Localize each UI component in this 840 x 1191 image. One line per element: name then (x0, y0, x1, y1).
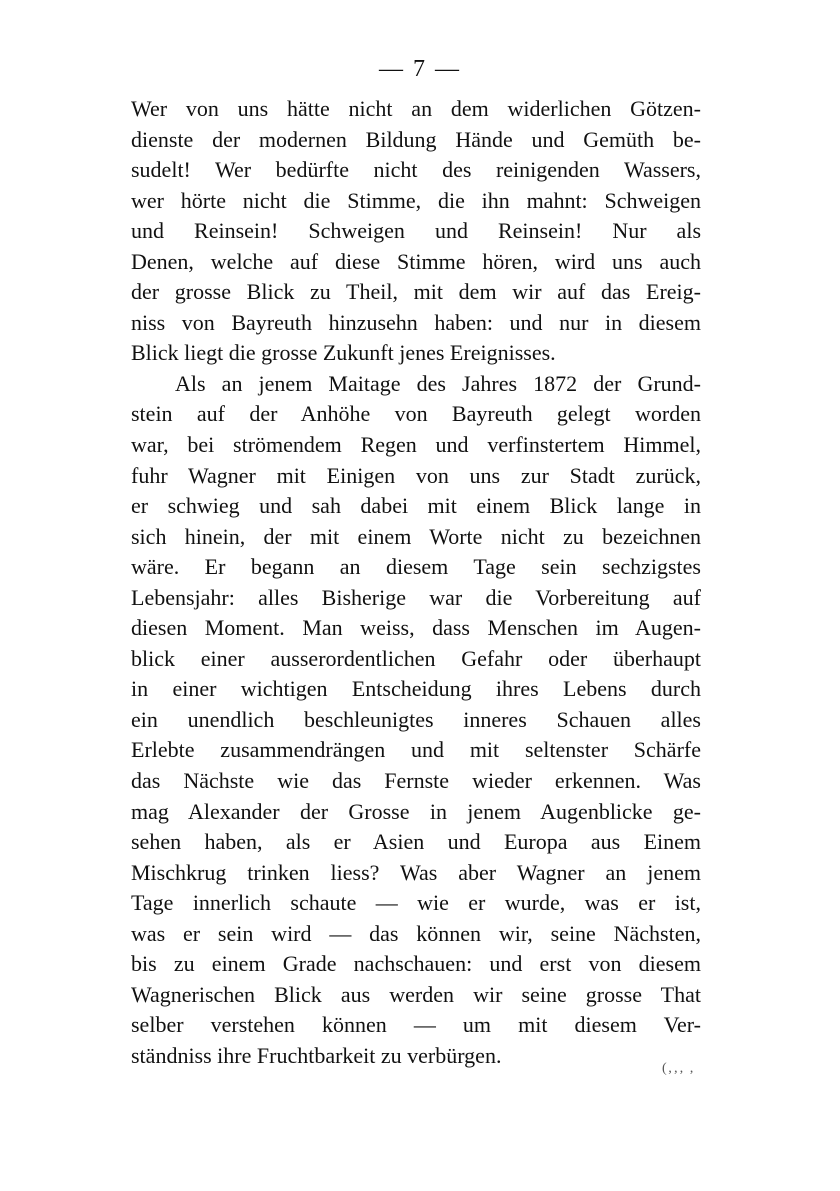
text-line: Denen, welche auf diese Stimme hören, wird uns auch (131, 248, 701, 274)
text-line: Als an jenem Maitage des Jahres 1872 der Grund- (175, 370, 701, 396)
text-line: Erlebte zusammendrängen und mit seltenster Schärfe (131, 737, 701, 763)
text-line: er schwieg und sah dabei mit einem Blick lange in (131, 493, 701, 519)
text-line: Wagnerischen Blick aus werden wir seine grosse That (131, 981, 701, 1007)
text-line: war, bei strömendem Regen und verfinstertem Himmel, (131, 432, 701, 458)
text-line: stein auf der Anhöhe von Bayreuth gelegt worden (131, 401, 701, 427)
text-line: wäre. Er begann an diesem Tage sein sechzigstes (131, 554, 701, 580)
text-line: diesen Moment. Man weiss, dass Menschen im Augen- (131, 615, 701, 641)
text-line: in einer wichtigen Entscheidung ihres Lebens durch (131, 676, 701, 702)
text-line: niss von Bayreuth hinzusehn haben: und nur in diesem (131, 309, 701, 335)
text-line: sehen haben, als er Asien und Europa aus Einem (131, 829, 701, 855)
text-line: mag Alexander der Grosse in jenem Augenblicke ge- (131, 798, 701, 824)
text-line: dienste der modernen Bildung Hände und Gemüth be- (131, 126, 701, 152)
text-line: der grosse Blick zu Theil, mit dem wir auf das Ereig- (131, 279, 701, 305)
text-line: was er sein wird — das können wir, seine Nächsten, (131, 920, 701, 946)
text-line: sudelt! Wer bedürfte nicht des reinigenden Wassers, (131, 157, 701, 183)
text-line: ein unendlich beschleunigtes inneres Schauen alles (131, 706, 701, 732)
text-line: selber verstehen können — um mit diesem Ver- (131, 1012, 701, 1038)
text-line: wer hörte nicht die Stimme, die ihn mahnt: Schweigen (131, 187, 701, 213)
text-line: fuhr Wagner mit Einigen von uns zur Stadt zurück, (131, 462, 701, 488)
text-line: und Reinsein! Schweigen und Reinsein! Nur als (131, 218, 701, 244)
marginal-mark: (‚‚‚ ‚ (662, 1061, 695, 1076)
text-line: blick einer ausserordentlichen Gefahr oder überhaupt (131, 645, 701, 671)
paragraph-2 (131, 369, 701, 1072)
text-line: ständniss ihre Fruchtbarkeit zu verbürgen. (131, 1042, 502, 1068)
text-line: Wer von uns hätte nicht an dem widerlichen Götzen- (131, 96, 701, 121)
text-line: bis zu einem Grade nachschauen: und erst von diesem (131, 951, 701, 977)
text-line: das Nächste wie das Fernste wieder erkennen. Was (131, 768, 701, 794)
text-line: Mischkrug trinken liess? Was aber Wagner an jenem (131, 859, 701, 885)
text-line: Lebensjahr: alles Bisherige war die Vorbereitung auf (131, 584, 701, 610)
paragraph-1 (131, 94, 701, 369)
page-number: — 7 — (379, 56, 461, 82)
body-text (131, 94, 701, 1072)
text-line: sich hinein, der mit einem Worte nicht zu bezeichnen (131, 523, 701, 549)
text-line: Blick liegt die grosse Zukunft jenes Ereignisses. (131, 340, 556, 366)
text-line: Tage innerlich schaute — wie er wurde, was er ist, (131, 890, 701, 916)
